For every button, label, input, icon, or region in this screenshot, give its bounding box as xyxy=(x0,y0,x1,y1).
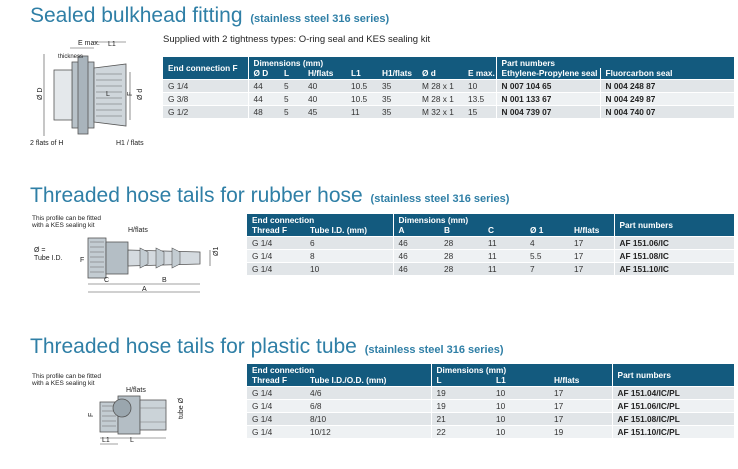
col-fluorcarbon: Fluorcarbon seal xyxy=(600,68,734,79)
cell: 11 xyxy=(483,262,525,275)
title-subtitle: (stainless steel 316 series) xyxy=(364,344,504,356)
title-text: Threaded hose tails for plastic tube xyxy=(30,335,357,358)
col-od: Ø D xyxy=(248,68,279,79)
cell: 10 xyxy=(463,79,496,92)
plastic-tube-tail-diagram xyxy=(30,370,190,446)
label-od: Ø D xyxy=(37,87,44,100)
label-d: Ø d xyxy=(137,88,144,100)
label-h-flats: H/flats xyxy=(128,227,148,234)
col-tube-id-od: Tube I.D./O.D. (mm) xyxy=(305,375,431,386)
part-number: AF 151.10/IC xyxy=(614,262,734,275)
part-number: AF 151.06/IC xyxy=(614,236,734,249)
label-a: A xyxy=(142,286,147,293)
cell: 48 xyxy=(248,105,279,118)
cell: 17 xyxy=(569,249,614,262)
cell: 10/12 xyxy=(305,425,431,438)
label-tube-o: tube Ø xyxy=(178,397,185,419)
label-f: F xyxy=(80,257,85,264)
part-number: N 004 249 87 xyxy=(600,92,734,105)
cell: M 32 x 1 xyxy=(417,105,463,118)
cell: 11 xyxy=(483,249,525,262)
cell: G 1/4 xyxy=(247,399,305,412)
table-row xyxy=(163,105,734,118)
plastic-tube-tail-table xyxy=(247,364,734,438)
cell: 10 xyxy=(305,262,393,275)
table-row xyxy=(247,236,734,249)
table-row xyxy=(163,92,734,105)
label-tube-id: Tube I.D. xyxy=(34,255,63,262)
cell: 8/10 xyxy=(305,412,431,425)
cell: 17 xyxy=(549,412,612,425)
cell: 19 xyxy=(431,386,491,399)
col-h1-flats: H1/flats xyxy=(377,68,417,79)
col-a: A xyxy=(393,225,439,236)
part-number: AF 151.04/IC/PL xyxy=(612,386,734,399)
cell: 4 xyxy=(525,236,569,249)
section-title-bulkhead xyxy=(30,4,389,28)
part-number: AF 151.08/IC/PL xyxy=(612,412,734,425)
cell: G 1/4 xyxy=(247,425,305,438)
cell: G 1/2 xyxy=(163,105,248,118)
label-b: B xyxy=(162,277,167,284)
cell: 11 xyxy=(483,236,525,249)
bulkhead-fitting-diagram xyxy=(30,34,158,150)
header-part-numbers: Part numbers xyxy=(496,57,734,68)
header-dimensions: Dimensions (mm) xyxy=(393,214,614,225)
cell: 10 xyxy=(491,425,549,438)
cell: 46 xyxy=(393,236,439,249)
cell: 7 xyxy=(525,262,569,275)
header-end-connection: End connection xyxy=(247,214,393,225)
col-c: C xyxy=(483,225,525,236)
col-d: Ø d xyxy=(417,68,463,79)
label-emax: E max. xyxy=(78,40,100,47)
cell: 17 xyxy=(569,236,614,249)
cell: 35 xyxy=(377,92,417,105)
cell: G 1/4 xyxy=(247,249,305,262)
label-thickness: thickness xyxy=(58,54,84,60)
supplied-note: Supplied with 2 tightness types: O-ring seal and KES sealing kit xyxy=(163,34,431,45)
col-l1: L1 xyxy=(346,68,377,79)
part-number: AF 151.08/IC xyxy=(614,249,734,262)
label-o-equals: Ø = xyxy=(34,247,46,254)
label-kes-note-2: with a KES sealing kit xyxy=(32,380,95,387)
label-o1: Ø1 xyxy=(213,246,220,256)
cell: G 3/8 xyxy=(163,92,248,105)
cell: 17 xyxy=(569,262,614,275)
section-title-plastic-tube xyxy=(30,335,504,359)
cell: 46 xyxy=(393,262,439,275)
col-ethylene-propylene: Ethylene-Propylene seal xyxy=(496,68,600,79)
cell: 44 xyxy=(248,79,279,92)
table-row xyxy=(247,249,734,262)
cell: G 1/4 xyxy=(247,262,305,275)
part-number: N 001 133 67 xyxy=(496,92,600,105)
cell: 10 xyxy=(491,386,549,399)
label-f: F xyxy=(127,91,134,96)
cell: G 1/4 xyxy=(163,79,248,92)
col-b: B xyxy=(439,225,483,236)
label-l1: L1 xyxy=(102,437,110,444)
col-thread-f: Thread F xyxy=(247,225,305,236)
table-row xyxy=(247,412,734,425)
cell: 22 xyxy=(431,425,491,438)
cell: 10.5 xyxy=(346,79,377,92)
cell: 35 xyxy=(377,79,417,92)
part-number: N 004 248 87 xyxy=(600,79,734,92)
cell: 17 xyxy=(549,386,612,399)
bulkhead-fitting-table xyxy=(163,57,734,118)
col-thread-f: Thread F xyxy=(247,375,305,386)
part-number: N 004 740 07 xyxy=(600,105,734,118)
title-text: Sealed bulkhead fitting xyxy=(30,4,243,27)
cell: 15 xyxy=(463,105,496,118)
cell: 5 xyxy=(279,92,303,105)
cell: 10 xyxy=(491,399,549,412)
title-text: Threaded hose tails for rubber hose xyxy=(30,184,363,207)
col-o1: Ø 1 xyxy=(525,225,569,236)
col-h-flats: H/flats xyxy=(549,375,612,386)
cell: 46 xyxy=(393,249,439,262)
cell: 10 xyxy=(491,412,549,425)
cell: 8 xyxy=(305,249,393,262)
section-title-rubber-hose xyxy=(30,184,509,208)
cell: 17 xyxy=(549,399,612,412)
cell: 13.5 xyxy=(463,92,496,105)
label-f: F xyxy=(88,412,95,417)
label-h1-flats: H1 / flats xyxy=(116,140,144,147)
header-end-connection: End connection F xyxy=(163,57,248,79)
cell: 44 xyxy=(248,92,279,105)
cell: M 28 x 1 xyxy=(417,79,463,92)
part-number: N 007 104 65 xyxy=(496,79,600,92)
cell: 5 xyxy=(279,105,303,118)
table-row xyxy=(247,386,734,399)
part-number: AF 151.10/IC/PL xyxy=(612,425,734,438)
cell: G 1/4 xyxy=(247,412,305,425)
label-c: C xyxy=(104,277,110,284)
cell: 28 xyxy=(439,249,483,262)
col-l1: L1 xyxy=(491,375,549,386)
cell: 4/6 xyxy=(305,386,431,399)
col-tube-id: Tube I.D. (mm) xyxy=(305,225,393,236)
cell: 19 xyxy=(431,399,491,412)
cell: 6 xyxy=(305,236,393,249)
header-end-connection: End connection xyxy=(247,364,431,375)
col-emax: E max. xyxy=(463,68,496,79)
cell: 19 xyxy=(549,425,612,438)
header-part-numbers: Part numbers xyxy=(612,364,734,386)
label-h-flats: H/flats xyxy=(126,387,146,394)
col-h-flats: H/flats xyxy=(303,68,346,79)
label-l: L xyxy=(106,91,110,98)
table-row xyxy=(247,262,734,275)
cell: 40 xyxy=(303,79,346,92)
table-row xyxy=(247,399,734,412)
label-l1: L1 xyxy=(108,41,116,48)
label-flats-h: 2 flats of H xyxy=(30,140,64,147)
rubber-hose-tail-diagram xyxy=(30,212,220,296)
cell: 35 xyxy=(377,105,417,118)
col-l: L xyxy=(431,375,491,386)
cell: 28 xyxy=(439,262,483,275)
header-dimensions: Dimensions (mm) xyxy=(431,364,612,375)
cell: M 28 x 1 xyxy=(417,92,463,105)
cell: 28 xyxy=(439,236,483,249)
cell: 21 xyxy=(431,412,491,425)
label-kes-note-2: with a KES sealing kit xyxy=(32,222,95,229)
label-l: L xyxy=(130,437,134,444)
table-row xyxy=(163,79,734,92)
cell: G 1/4 xyxy=(247,236,305,249)
label-kes-note-1: This profile can be fitted xyxy=(32,215,102,222)
cell: 5 xyxy=(279,79,303,92)
title-subtitle: (stainless steel 316 series) xyxy=(370,193,510,205)
title-subtitle: (stainless steel 316 series) xyxy=(250,13,390,25)
part-number: N 004 739 07 xyxy=(496,105,600,118)
label-kes-note-1: This profile can be fitted xyxy=(32,373,102,380)
cell: 6/8 xyxy=(305,399,431,412)
cell: 11 xyxy=(346,105,377,118)
cell: G 1/4 xyxy=(247,386,305,399)
cell: 45 xyxy=(303,105,346,118)
header-part-numbers: Part numbers xyxy=(614,214,734,236)
col-l: L xyxy=(279,68,303,79)
rubber-hose-tail-table xyxy=(247,214,734,275)
part-number: AF 151.06/IC/PL xyxy=(612,399,734,412)
col-h-flats: H/flats xyxy=(569,225,614,236)
cell: 10.5 xyxy=(346,92,377,105)
cell: 5.5 xyxy=(525,249,569,262)
header-dimensions: Dimensions (mm) xyxy=(248,57,496,68)
table-row xyxy=(247,425,734,438)
cell: 40 xyxy=(303,92,346,105)
